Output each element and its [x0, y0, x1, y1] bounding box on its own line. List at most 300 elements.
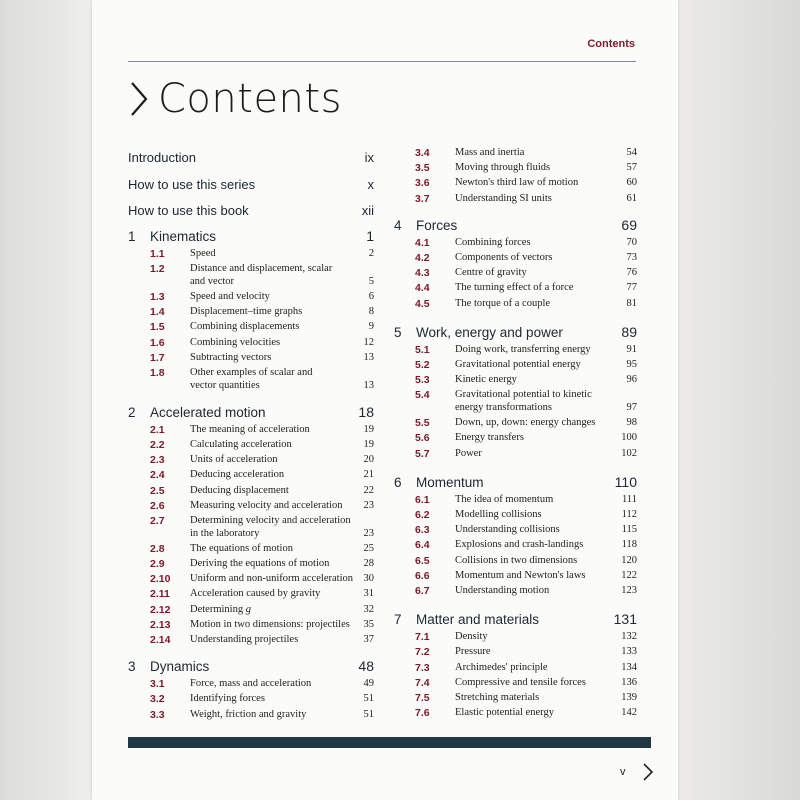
section-entry: [150, 306, 374, 319]
section-title-line: Compressive and tensile forces: [455, 676, 586, 688]
section-entry: [415, 177, 637, 190]
section-page: 134: [621, 661, 637, 673]
section-number: 2.3: [150, 454, 165, 467]
section-title: [455, 707, 621, 720]
running-header: Contents: [587, 38, 635, 50]
section-entry: [150, 619, 374, 632]
section-entry: [415, 524, 637, 537]
section-title: [190, 515, 364, 540]
section-title: [455, 193, 627, 206]
section-number: 5.4: [415, 389, 430, 402]
section-entry: [415, 631, 637, 644]
section-page: 13: [363, 379, 374, 391]
section-title-line: Doing work, transferring energy: [455, 343, 591, 355]
section-title: [190, 306, 369, 319]
section-page: 51: [363, 693, 374, 705]
section-page: 95: [626, 359, 637, 370]
section-entry: [150, 573, 374, 586]
section-page: 8: [368, 306, 374, 318]
section-number: 1.6: [150, 336, 165, 349]
section-page: 9: [368, 321, 374, 333]
section-title: [455, 570, 621, 583]
section-page: 102: [621, 447, 637, 459]
section-entry: [415, 282, 637, 295]
section-number: 1.8: [150, 367, 165, 379]
chapter-page: 69: [621, 216, 637, 233]
section-title-line: Down, up, down: energy changes: [455, 417, 596, 429]
section-entry: [415, 707, 637, 720]
section-page: 35: [363, 618, 374, 630]
section-title-line: Combining forces: [455, 236, 531, 248]
section-entry: [415, 509, 637, 522]
chapter-heading: [394, 611, 637, 627]
section-title: [190, 248, 369, 261]
section-entry: [150, 693, 374, 706]
section-title-line: Identifying forces: [190, 693, 265, 705]
section-entry: [150, 291, 374, 304]
section-title-line: Elastic potential energy: [455, 707, 554, 719]
section-title: [190, 619, 364, 632]
chapter-title: Kinematics: [150, 229, 217, 244]
section-title: [190, 693, 364, 706]
section-title-line: Motion in two dimensions: projectiles: [190, 618, 350, 630]
section-title: [190, 604, 364, 617]
section-page: 49: [363, 678, 374, 690]
section-title-line: Force, mass and acceleration: [190, 678, 312, 690]
section-number: 2.14: [150, 634, 171, 646]
section-entry: [150, 678, 374, 691]
section-title: [190, 558, 364, 571]
section-title-line: Mass and inertia: [455, 147, 525, 158]
section-title: [455, 147, 627, 160]
section-page: 139: [621, 692, 637, 703]
section-number: 4.3: [415, 267, 430, 280]
section-title-line: Understanding SI units: [455, 192, 552, 204]
section-title-line: Acceleration caused by gravity: [190, 588, 321, 600]
section-title: [190, 573, 364, 586]
section-title-line: Kinetic energy: [455, 374, 517, 386]
section-title-line: Speed: [190, 248, 216, 259]
chapter-title: Matter and materials: [416, 612, 540, 628]
section-number: 1.3: [150, 291, 165, 303]
section-page: 60: [626, 177, 637, 189]
section-title-line: Moving through fluids: [455, 162, 551, 174]
section-title: [455, 237, 627, 250]
section-entry: [415, 193, 637, 206]
section-entry: [415, 374, 637, 387]
section-title: [455, 267, 627, 280]
chapter-page: 18: [358, 403, 374, 420]
chapter-title: Momentum: [416, 474, 484, 490]
section-page: 118: [621, 539, 637, 551]
section-page: 76: [626, 267, 637, 279]
chapter-title: Work, energy and power: [416, 324, 563, 340]
section-number: 1.1: [150, 248, 165, 260]
section-title-line: Subtracting vectors: [190, 351, 272, 363]
chapter-number: 1: [128, 229, 136, 244]
front-matter-title: Introduction: [128, 150, 196, 165]
section-entry: [415, 237, 637, 250]
section-number: 2.11: [150, 588, 170, 601]
section-number: 3.6: [415, 177, 430, 190]
section-number: 2.7: [150, 515, 165, 527]
section-title-line: Units of acceleration: [190, 454, 278, 466]
chapter-heading: [394, 324, 637, 340]
section-title-line: Power: [455, 447, 482, 459]
section-entry: [150, 248, 374, 261]
section-entry: [415, 677, 637, 690]
front-matter-item: [128, 150, 374, 165]
section-entry: [150, 469, 374, 482]
section-page: 23: [363, 499, 374, 511]
section-title-line: Understanding projectiles: [190, 634, 299, 645]
page-number: v: [620, 766, 626, 778]
section-title: [190, 337, 364, 350]
chapter-heading: [128, 228, 374, 244]
section-entry: [415, 555, 637, 568]
section-title-line: Uniform and non-uniform acceleration: [190, 573, 353, 585]
section-title: [455, 417, 627, 430]
section-number: 4.1: [415, 236, 430, 249]
section-title-line: Combining displacements: [190, 321, 300, 333]
section-title-line: Weight, friction and gravity: [190, 708, 307, 720]
section-page: 5: [368, 275, 374, 287]
chapter-heading: [128, 658, 374, 674]
chapter-page: 110: [614, 473, 637, 490]
chapter-page: 1: [366, 228, 374, 244]
section-entry: [150, 500, 374, 513]
section-page: 120: [621, 554, 637, 566]
section-page: 32: [363, 603, 374, 615]
section-entry: [150, 263, 374, 288]
section-title-line: The idea of momentum: [455, 493, 554, 505]
section-title-line: energy transformations: [455, 401, 552, 413]
section-page: 96: [626, 374, 637, 386]
section-page: 2: [368, 248, 374, 259]
section-page: 97: [626, 401, 637, 413]
section-title: [190, 678, 364, 691]
section-title: [190, 454, 364, 467]
section-page: 19: [363, 439, 374, 450]
section-title-line: Distance and displacement, scalar: [190, 263, 333, 275]
chapter-number: 6: [394, 474, 402, 490]
section-number: 5.2: [415, 359, 430, 371]
section-title-line: Measuring velocity and acceleration: [190, 499, 343, 511]
section-title-line: Displacement–time graphs: [190, 306, 303, 318]
section-title-line: The torque of a couple: [455, 297, 551, 309]
section-number: 2.12: [150, 603, 171, 616]
section-page: 132: [621, 631, 637, 643]
section-number: 1.2: [150, 263, 165, 276]
front-matter-page: x: [367, 177, 374, 192]
section-title-line: Determining g: [190, 603, 251, 615]
section-number: 1.4: [150, 306, 165, 319]
section-number: 7.4: [415, 676, 430, 689]
section-title-line: Determining velocity and acceleration: [190, 515, 351, 526]
section-title-line: Understanding collisions: [455, 524, 560, 536]
chevron-right-icon: [642, 762, 654, 782]
section-title: [455, 677, 621, 690]
front-matter-title: How to use this series: [128, 177, 256, 192]
section-title: [455, 298, 627, 311]
front-matter-page: ix: [364, 150, 374, 165]
front-matter-item: [128, 177, 374, 192]
section-title: [455, 177, 627, 190]
section-number: 4.4: [415, 282, 430, 295]
section-title: [455, 585, 621, 598]
section-title: [190, 709, 364, 722]
section-page: 37: [363, 634, 374, 645]
section-title: [455, 555, 621, 568]
section-number: 2.9: [150, 558, 165, 570]
section-entry: [415, 448, 637, 461]
section-title-line: Explosions and crash-landings: [455, 539, 584, 551]
section-page: 98: [626, 417, 637, 429]
section-entry: [415, 494, 637, 507]
section-entry: [150, 558, 374, 571]
section-title-line: Modelling collisions: [455, 509, 542, 520]
chevron-right-icon: [128, 79, 150, 119]
section-number: 2.5: [150, 484, 165, 497]
section-number: 6.5: [415, 554, 430, 567]
section-title: [190, 291, 369, 304]
section-entry: [150, 439, 374, 452]
section-page: 91: [626, 343, 637, 355]
section-title: [455, 631, 621, 644]
section-title-line: Calculating acceleration: [190, 439, 292, 450]
section-page: 25: [363, 542, 374, 554]
section-number: 6.2: [415, 509, 430, 521]
section-entry: [415, 432, 637, 445]
section-number: 4.5: [415, 297, 430, 310]
section-number: 2.13: [150, 618, 171, 631]
section-page: 23: [363, 527, 374, 539]
section-entry: [415, 359, 637, 372]
section-page: 57: [626, 162, 637, 174]
section-title: [190, 500, 364, 513]
chapter-number: 2: [128, 404, 136, 420]
section-title: [455, 389, 627, 414]
section-page: 77: [626, 282, 637, 294]
section-number: 3.2: [150, 693, 165, 706]
section-entry: [150, 352, 374, 365]
section-page: 20: [363, 454, 374, 466]
section-entry: [415, 585, 637, 598]
section-title-line: Pressure: [455, 646, 491, 658]
section-title-line: The equations of motion: [190, 542, 293, 554]
section-entry: [150, 709, 374, 722]
section-entry: [415, 389, 637, 414]
section-title: [455, 359, 627, 372]
chapter-title: Dynamics: [150, 659, 210, 675]
chapter-page: 48: [358, 658, 374, 675]
section-entry: [415, 162, 637, 175]
section-page: 73: [626, 252, 637, 263]
section-number: 7.1: [415, 631, 430, 644]
front-matter-page: xii: [361, 203, 374, 218]
section-title: [190, 469, 364, 482]
section-title: [455, 662, 621, 675]
section-entry: [150, 543, 374, 556]
section-entry: [150, 321, 374, 334]
section-entry: [150, 604, 374, 617]
section-entry: [415, 252, 637, 265]
section-page: 51: [363, 708, 374, 720]
section-page: 122: [621, 569, 637, 581]
section-title: [190, 263, 369, 288]
chapter-title: Forces: [416, 217, 458, 233]
chapter-number: 4: [394, 217, 402, 233]
section-title-line: Density: [455, 631, 488, 643]
section-entry: [415, 662, 637, 675]
section-title: [455, 432, 621, 445]
section-title: [455, 162, 627, 175]
section-title: [455, 282, 627, 295]
section-title-line: Speed and velocity: [190, 291, 270, 302]
section-title: [455, 494, 622, 507]
section-title-line: vector quantities: [190, 379, 260, 391]
section-title: [190, 352, 364, 365]
section-title: [190, 485, 364, 498]
page-title-text: Contents: [158, 76, 342, 122]
section-title: [190, 321, 369, 334]
section-page: 100: [621, 432, 637, 444]
section-entry: [415, 539, 637, 552]
section-title-line: Deriving the equations of motion: [190, 558, 330, 569]
section-number: 1.5: [150, 321, 165, 334]
section-title-line: Collisions in two dimensions: [455, 554, 578, 566]
section-entry: [150, 634, 374, 647]
section-number: 6.1: [415, 493, 430, 506]
section-number: 6.3: [415, 524, 430, 537]
chapter-number: 3: [128, 659, 136, 675]
section-number: 7.2: [415, 646, 430, 659]
section-title: [455, 524, 622, 537]
section-title: [190, 588, 364, 601]
chapter-heading: [394, 474, 637, 490]
section-title-line: Deducing acceleration: [190, 469, 285, 481]
section-entry: [150, 367, 374, 392]
header-rule: [128, 61, 636, 62]
section-page: 81: [626, 297, 637, 309]
page-title: [128, 76, 342, 122]
section-page: 111: [622, 493, 637, 505]
section-title: [190, 543, 364, 556]
section-number: 7.5: [415, 692, 430, 704]
section-number: 2.1: [150, 423, 165, 436]
section-title-line: Archimedes' principle: [455, 661, 548, 673]
section-entry: [415, 646, 637, 659]
section-title-line: Gravitational potential to kinetic: [455, 389, 592, 401]
section-title: [455, 344, 627, 357]
section-title-line: Deducing displacement: [190, 484, 289, 496]
section-page: 133: [621, 646, 637, 658]
facing-page-left: [0, 0, 92, 800]
section-entry: [415, 570, 637, 583]
section-number: 2.4: [150, 469, 165, 482]
section-title-line: Momentum and Newton's laws: [455, 569, 586, 581]
section-page: 112: [621, 509, 637, 520]
section-number: 3.5: [415, 162, 430, 175]
section-number: 5.3: [415, 374, 430, 387]
section-title: [190, 367, 364, 392]
chapter-page: 89: [621, 323, 637, 340]
section-entry: [415, 298, 637, 311]
section-title-line: in the laboratory: [190, 527, 260, 539]
chapter-number: 5: [394, 324, 402, 340]
facing-page-right: [678, 0, 800, 800]
section-number: 2.6: [150, 499, 165, 512]
section-number: 1.7: [150, 351, 165, 364]
section-page: 30: [363, 573, 374, 585]
section-number: 6.6: [415, 569, 430, 582]
section-page: 12: [363, 336, 374, 348]
section-entry: [415, 344, 637, 357]
section-title: [455, 374, 627, 387]
section-number: 7.6: [415, 707, 430, 720]
section-number: 5.7: [415, 447, 430, 460]
section-page: 31: [363, 588, 374, 600]
section-entry: [150, 588, 374, 601]
section-page: 13: [363, 351, 374, 363]
section-entry: [415, 147, 637, 160]
section-title-line: Combining velocities: [190, 336, 281, 348]
section-number: 6.4: [415, 539, 430, 552]
section-entry: [150, 337, 374, 350]
section-title-line: Centre of gravity: [455, 267, 527, 279]
section-page: 123: [621, 585, 637, 596]
chapter-page: 131: [613, 611, 637, 628]
section-entry: [415, 692, 637, 705]
section-title-line: Energy transfers: [455, 432, 524, 444]
section-title-line: The turning effect of a force: [455, 282, 574, 294]
section-page: 54: [626, 147, 637, 158]
section-title: [455, 692, 621, 705]
section-title-line: The meaning of acceleration: [190, 423, 310, 435]
section-page: 22: [363, 484, 374, 496]
section-number: 3.7: [415, 192, 430, 205]
footer-bar: [128, 737, 651, 748]
section-title-line: Gravitational potential energy: [455, 359, 581, 370]
chapter-heading: [394, 217, 637, 233]
section-entry: [150, 485, 374, 498]
section-number: 2.10: [150, 573, 171, 586]
section-title: [190, 439, 364, 452]
section-title-line: Stretching materials: [455, 692, 540, 703]
section-number: 5.1: [415, 343, 430, 356]
section-title: [455, 646, 621, 659]
section-number: 2.8: [150, 542, 165, 555]
section-title-line: Newton's third law of motion: [455, 177, 579, 189]
section-title: [455, 448, 621, 461]
section-entry: [415, 267, 637, 280]
section-page: 19: [363, 423, 374, 435]
section-page: 136: [621, 676, 637, 688]
front-matter-item: [128, 203, 374, 218]
section-title-line: Understanding motion: [455, 585, 550, 596]
section-title-line: Components of vectors: [455, 252, 553, 263]
section-title: [190, 634, 364, 647]
section-page: 6: [368, 291, 374, 302]
section-title: [455, 509, 622, 522]
section-title: [455, 252, 627, 265]
chapter-title: Accelerated motion: [150, 404, 266, 420]
section-entry: [150, 454, 374, 467]
section-number: 3.3: [150, 708, 165, 721]
section-page: 142: [621, 707, 637, 719]
section-entry: [415, 417, 637, 430]
section-title-line: and vector: [190, 275, 235, 287]
